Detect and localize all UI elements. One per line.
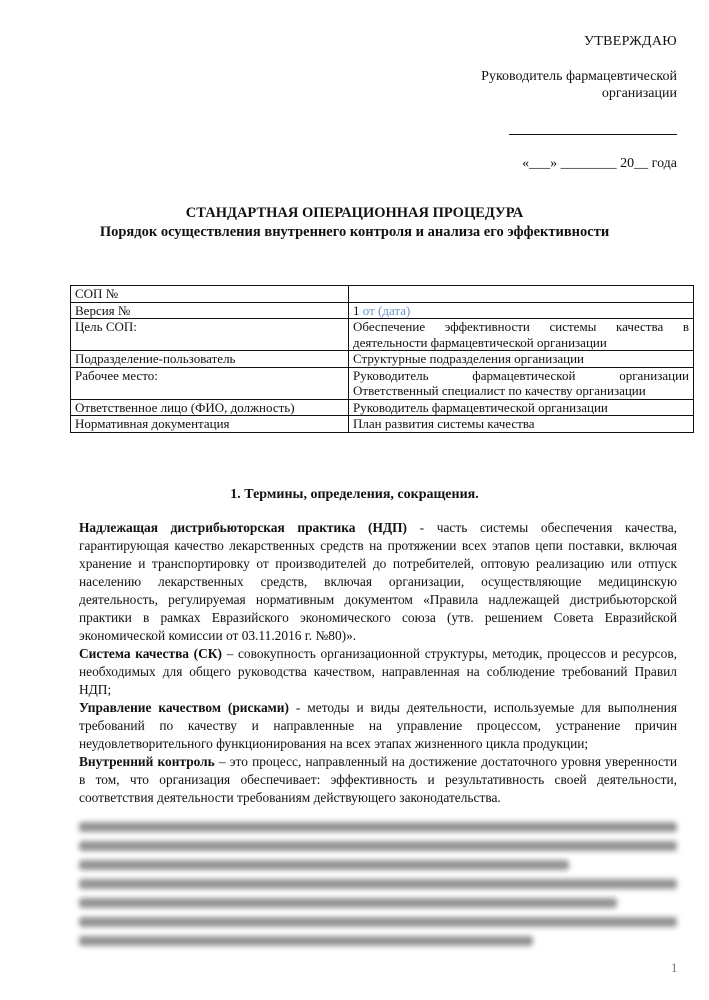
info-table-value-text: План развития системы качества — [353, 416, 535, 431]
blurred-line — [79, 936, 533, 946]
term-paragraph — [79, 753, 677, 807]
term-paragraph — [79, 699, 677, 753]
info-table-row — [71, 416, 694, 433]
info-table-value — [349, 399, 694, 416]
info-table-label: Рабочее место: — [71, 367, 349, 399]
info-table-row — [71, 367, 694, 399]
info-table-value-text: Руководитель фармацевтической организации — [353, 399, 608, 415]
term-name: Система качества (СК) — [79, 646, 222, 661]
info-table-row — [71, 351, 694, 368]
info-table-label: Ответственное лицо (ФИО, должность) — [71, 399, 349, 416]
term-definition: – это процесс, направленный на достижение достаточного уровня уверенности в том, что организация обеспечивает: эффективность и результативность своей деятельности, соответствия деятельности требованиям действующего законодательства. — [79, 754, 677, 805]
blurred-text-block — [79, 822, 677, 955]
blurred-line — [79, 917, 677, 927]
blurred-line — [79, 841, 677, 851]
signature-line — [509, 134, 677, 135]
info-table-value — [349, 286, 694, 303]
info-table-row — [71, 319, 694, 351]
approval-date-line: «___» ________ 20__ года — [522, 156, 677, 171]
info-table-row — [71, 399, 694, 416]
blurred-line — [79, 898, 617, 908]
term-name: Управление качеством (рисками) — [79, 700, 289, 715]
term-definition: – совокупность организационной структуры, методик, процессов и ресурсов, необходимых для общего руководства качеством, направленная на соблюдение требований Правил НДП; — [79, 646, 677, 697]
blurred-line — [79, 879, 677, 889]
info-table-value-text: Обеспечение эффективности системы качества в деятельности фармацевтической организации — [353, 319, 689, 350]
info-table-row — [71, 302, 694, 319]
info-table-value — [349, 351, 694, 368]
info-table-value — [349, 367, 694, 399]
term-definition: - методы и виды деятельности, используемые для выполнения требований по качеству и направленные на управление процессом, устранение причин неудовлетворительного функционирования на всех этапах жизненного цикла продукции; — [79, 700, 677, 751]
term-definition: - часть системы обеспечения качества, гарантирующая качество лекарственных средств на протяжении всех этапов цепи поставки, включая хранение и транспортировку от производителей до потребителей, оптовую реализацию или отпуск населению лекарственных средств, включая организации, осуществляющие медицинскую деятельность, регулируемая нормативным документом «Правила надлежащей дистрибьюторской практики в рамках Евразийского экономического союза (утв. решением Совета Евразийской экономической комиссии от 03.11.2016 г. №80)». — [79, 520, 677, 643]
info-table-label: Версия № — [71, 302, 349, 319]
info-table-value — [349, 319, 694, 351]
document-subtitle: Порядок осуществления внутреннего контроля и анализа его эффективности — [99, 224, 610, 240]
info-table-row — [71, 286, 694, 303]
blurred-line — [79, 822, 677, 832]
sop-info-table — [70, 285, 694, 433]
info-table-value-text: Структурные подразделения организации — [353, 351, 584, 366]
sop-info-table-body — [71, 286, 694, 433]
info-table-value — [349, 416, 694, 433]
approval-role — [481, 68, 677, 102]
term-name: Внутренний контроль — [79, 754, 215, 769]
info-table-value-text: 1 — [353, 302, 360, 318]
page-number: 1 — [671, 960, 678, 975]
blurred-line — [79, 860, 569, 870]
approval-role-line2: организации — [601, 86, 677, 101]
approval-role-line1: Руководитель фармацевтической — [481, 69, 677, 84]
info-table-value-text: Руководитель фармацевтической организации Ответственный специалист по качеству организации — [353, 367, 689, 398]
document-title: СТАНДАРТНАЯ ОПЕРАЦИОННАЯ ПРОЦЕДУРА — [185, 205, 524, 221]
term-paragraph — [79, 519, 677, 645]
info-table-value — [349, 302, 694, 319]
info-table-label: СОП № — [71, 286, 349, 303]
term-name: Надлежащая дистрибьюторская практика (НДП) — [79, 520, 408, 535]
term-paragraph — [79, 645, 677, 699]
section-heading: 1. Термины, определения, сокращения. — [230, 487, 479, 502]
info-table-label: Цель СОП: — [71, 319, 349, 351]
approval-title: УТВЕРЖДАЮ — [584, 34, 677, 49]
terms-list — [79, 519, 677, 807]
info-table-label: Нормативная документация — [71, 416, 349, 433]
date-hint: от (дата) — [362, 302, 411, 318]
info-table-label: Подразделение-пользователь — [71, 351, 349, 368]
